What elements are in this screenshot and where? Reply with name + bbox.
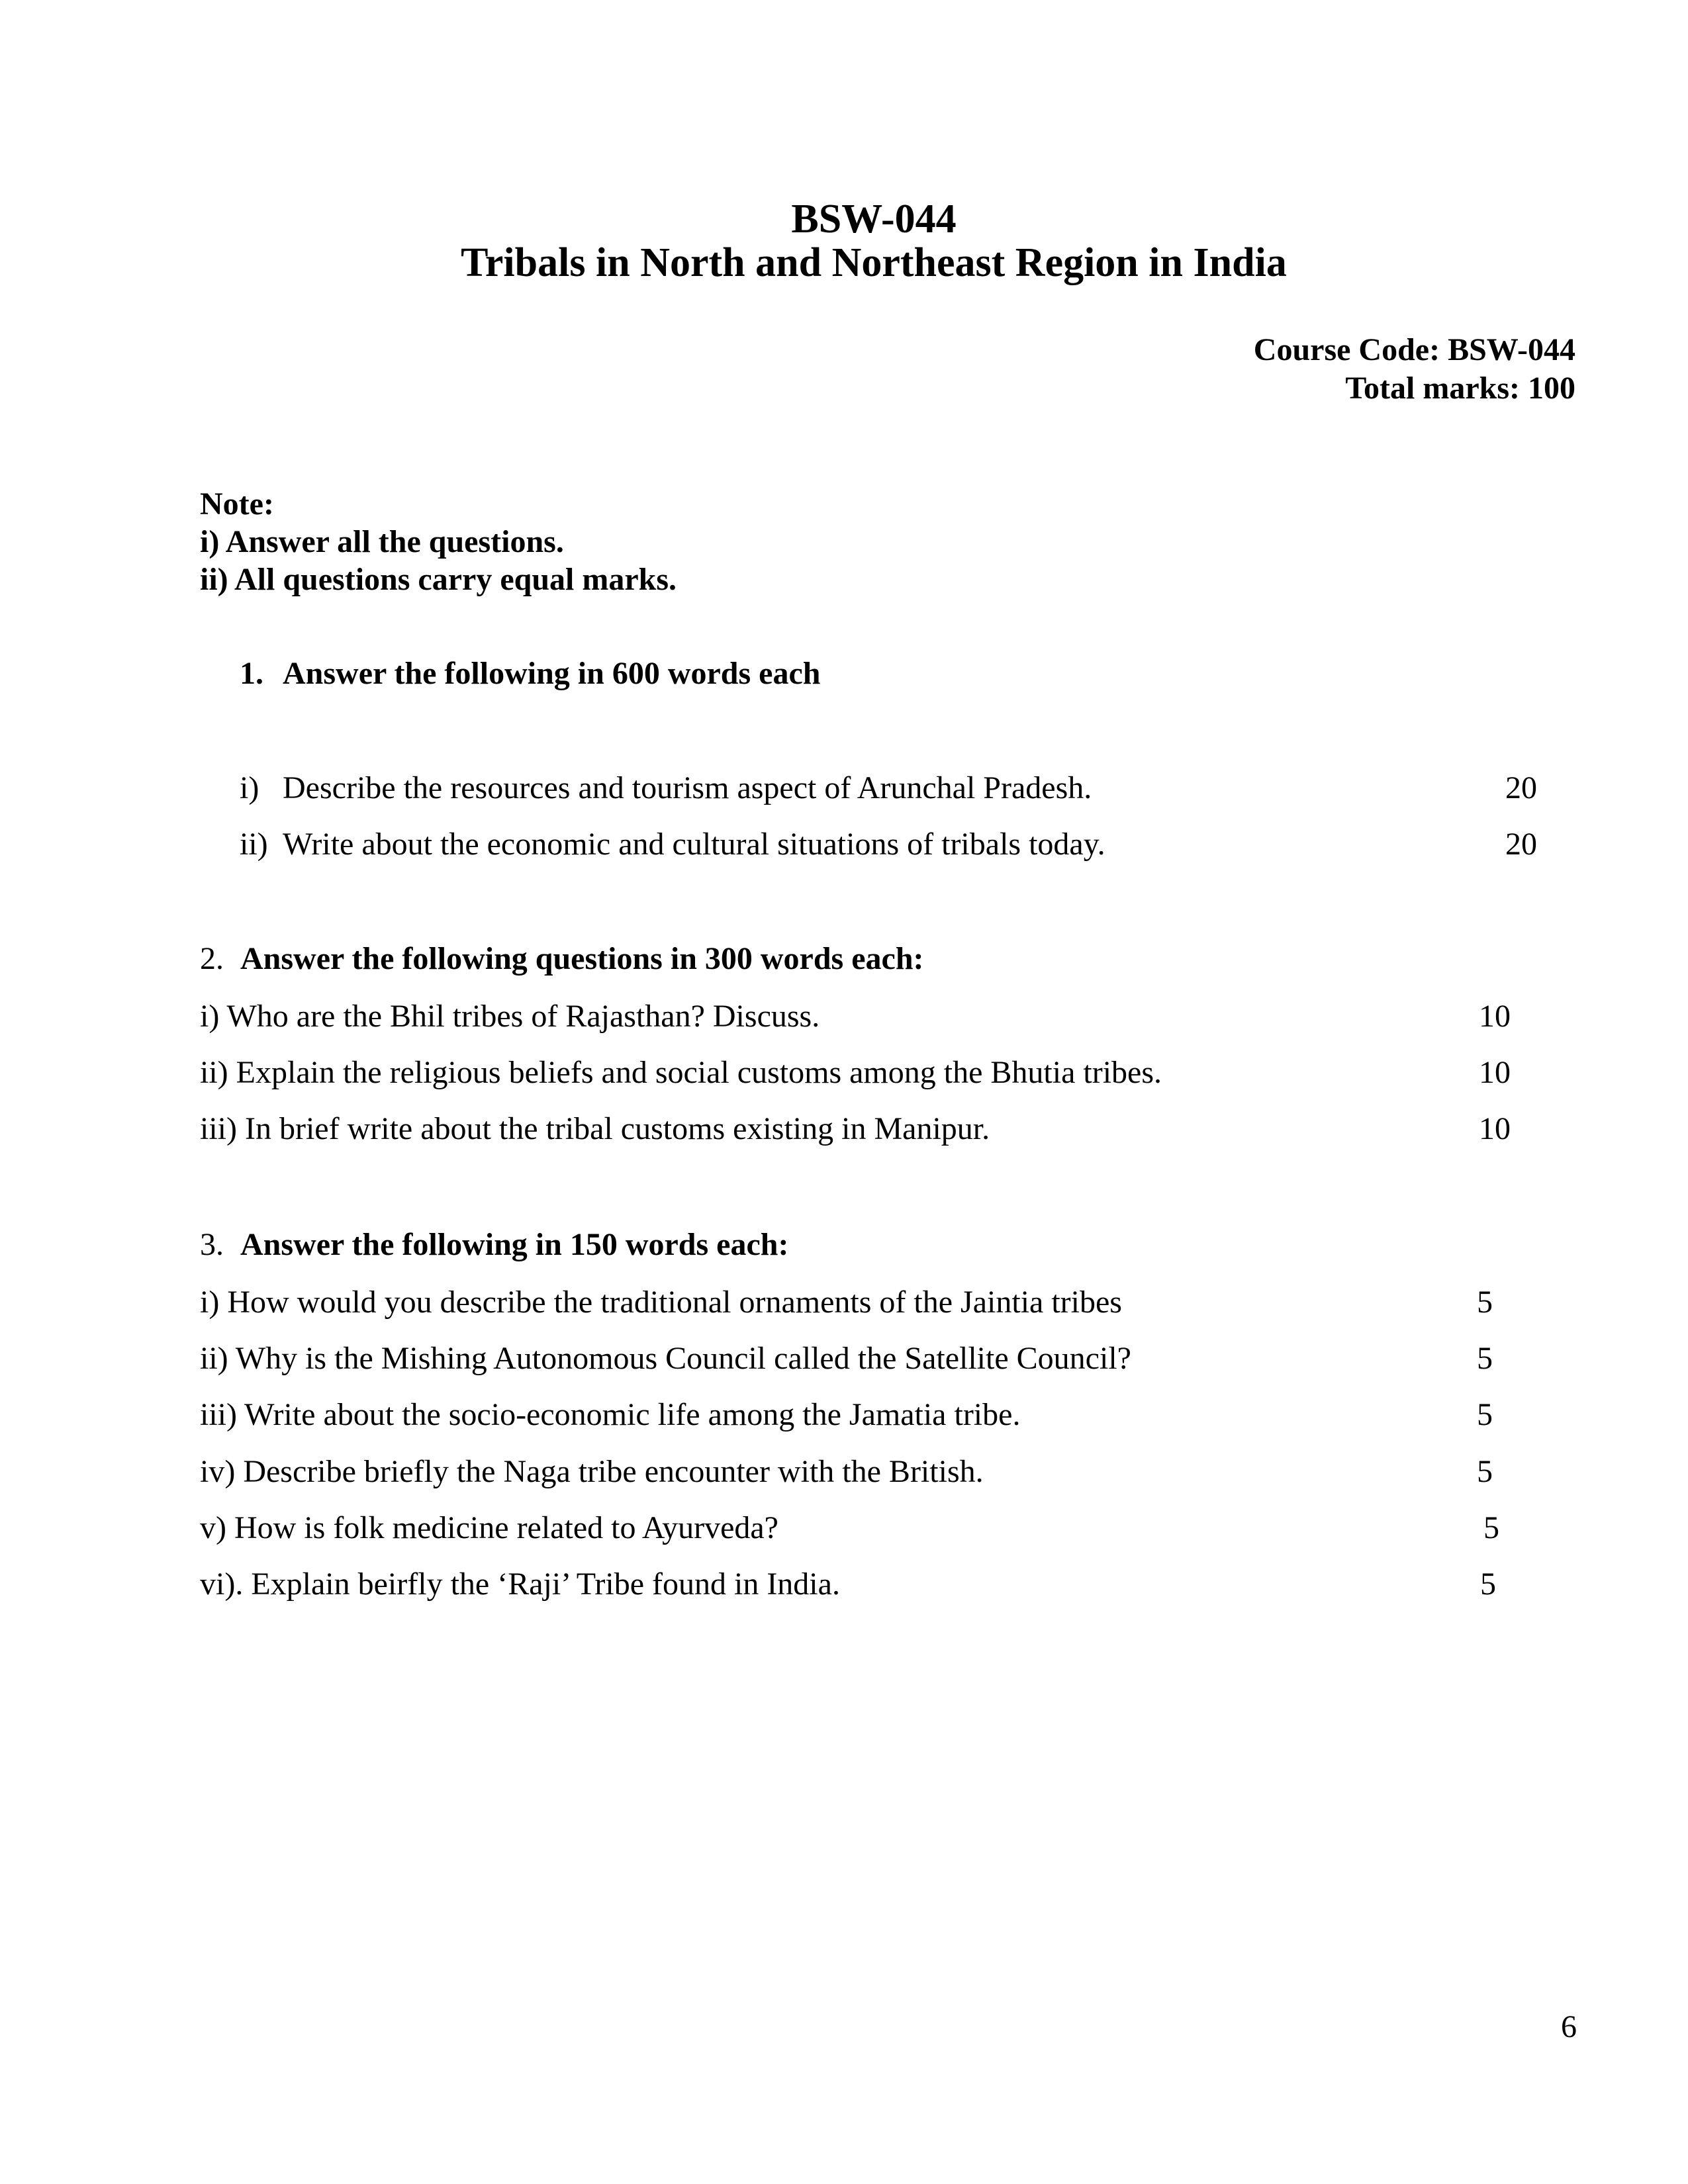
question-row-2-i [200,998,1511,1035]
question-row-3-vi [200,1566,1496,1603]
item-text: Describe the resources and tourism aspect of Arunchal Pradesh. [283,770,1092,805]
section-2-number: 2. [200,941,224,976]
item-marks: 5 [1483,1510,1499,1545]
item-marks: 5 [1477,1341,1493,1376]
total-marks: Total marks: 100 [1345,371,1575,406]
item-marks: 10 [1479,999,1511,1034]
section-2-heading-text: Answer the following questions in 300 words each: [240,941,924,976]
page-number: 6 [1561,2009,1577,2044]
item-marks: 5 [1477,1397,1493,1432]
question-row-3-iii [200,1396,1493,1433]
item-marks: 5 [1477,1285,1493,1320]
question-row-3-ii [200,1340,1493,1377]
question-row-2-iii [200,1111,1511,1148]
course-info-block [1254,331,1575,408]
section-1-number: 1. [240,656,263,691]
note-item-2: ii) All questions carry equal marks. [200,562,677,597]
item-marks: 10 [1479,1055,1511,1090]
item-text: iv) Describe briefly the Naga tribe encounter with the British. [200,1454,984,1489]
item-marks: 20 [1505,827,1537,862]
question-row-1-i [240,770,1537,807]
section-2-heading [200,940,924,978]
title-block [199,197,1549,285]
section-3-heading [200,1226,788,1263]
item-marks: 10 [1479,1111,1511,1146]
item-number: ii) [240,827,268,862]
note-item-1: i) Answer all the questions. [200,524,564,559]
item-text: ii) Why is the Mishing Autonomous Council called the Satellite Council? [200,1341,1131,1376]
item-text: iii) Write about the socio-economic life among the Jamatia tribe. [200,1397,1021,1432]
item-text: i) How would you describe the traditional ornaments of the Jaintia tribes [200,1285,1122,1320]
section-3-heading-text: Answer the following in 150 words each: [240,1227,789,1262]
item-marks: 5 [1480,1567,1496,1602]
section-3-number: 3. [200,1227,224,1262]
item-number: i) [240,770,259,805]
item-marks: 20 [1505,770,1537,805]
item-text: vi). Explain beirfly the ‘Raji’ Tribe found in India. [200,1567,840,1602]
item-text: ii) Explain the religious beliefs and social customs among the Bhutia tribes. [200,1055,1162,1090]
course-code-title: BSW-044 [791,197,957,242]
item-text: Write about the economic and cultural situations of tribals today. [283,827,1105,862]
section-1-heading [240,655,820,692]
section-1-heading-text: Answer the following in 600 words each [283,656,821,691]
note-block [200,485,677,598]
question-row-2-ii [200,1054,1511,1091]
item-text: v) How is folk medicine related to Ayurveda? [200,1510,778,1545]
course-code: Course Code: BSW-044 [1253,332,1575,367]
question-row-3-iv [200,1453,1493,1490]
note-heading: Note: [200,486,274,522]
item-text: i) Who are the Bhil tribes of Rajasthan? Discuss. [200,999,820,1034]
question-row-3-i [200,1284,1493,1321]
item-text: iii) In brief write about the tribal customs existing in Manipur. [200,1111,990,1146]
course-name-title: Tribals in North and Northeast Region in India [461,240,1287,285]
question-row-3-v [200,1510,1499,1547]
question-row-1-ii [240,826,1537,863]
item-marks: 5 [1477,1454,1493,1489]
